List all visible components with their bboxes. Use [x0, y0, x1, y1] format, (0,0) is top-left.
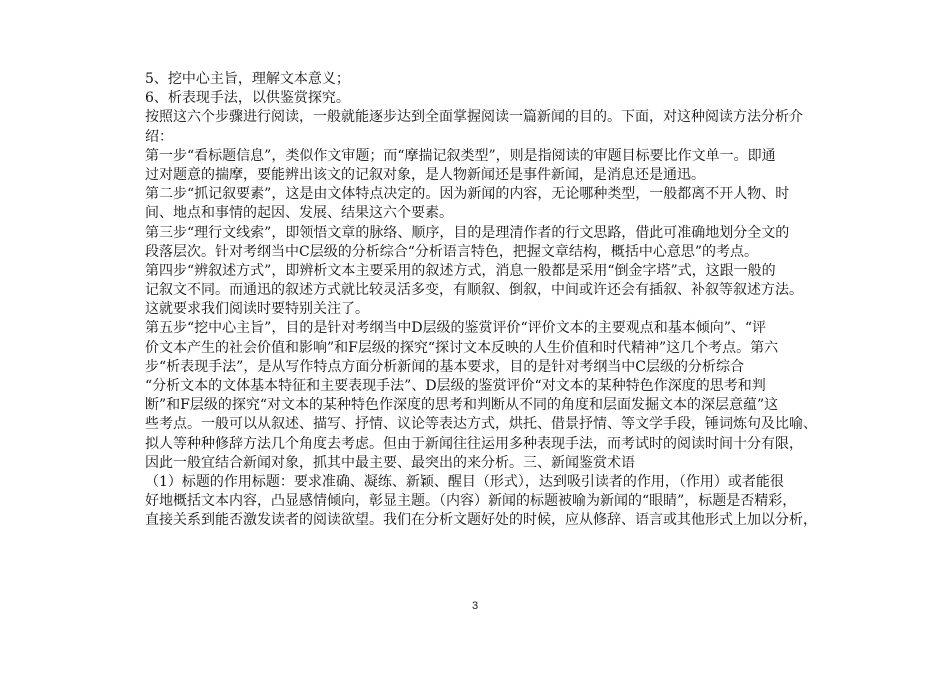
page-number: 3 [471, 600, 479, 612]
text-line: 拟人等种种修辞方法几个角度去考虑。但由于新闻往往运用多种表现手法，而考试时的阅读时间十分有限， [145, 435, 803, 452]
text-line: 这就要求我们阅读时要特别关注了。 [145, 301, 369, 318]
text-line: 因此一般宜结合新闻对象，抓其中最主要、最突出的来分析。三、新闻鉴赏术语 [145, 454, 635, 471]
text-line: 第五步“挖中心主旨”，目的是针对考纲当中D层级的鉴赏评价“评价文本的主要观点和基本倾向”、“评 [145, 320, 767, 337]
body-text [145, 70, 893, 531]
text-line: 过对题意的揣摩，要能辨出该文的记叙对象，是人物新闻还是事件新闻，是消息还是通迅。 [145, 166, 705, 183]
text-line: 价文本产生的社会价值和影响”和F层级的探究“探讨文本反映的人生价值和时代精神”这几个考点。第六 [145, 339, 779, 356]
text-line: 按照这六个步骤进行阅读，一般就能逐步达到全面掌握阅读一篇新闻的目的。下面，对这种阅读方法分析介 [145, 109, 803, 126]
text-line: “分析文本的文体基本特征和主要表现手法”、D层级的鉴赏评价“对文本的某种特色作深度的思考和判 [145, 378, 766, 394]
text-line: 第四步“辨叙述方式”，即辨析文本主要采用的叙述方式，消息一般都是采用“倒金字塔”式，这跟一般的 [145, 262, 776, 279]
text-line: 第三步“理行文线索”，即领悟文章的脉络、顺序，目的是理清作者的行文思路，借此可准确地划分全文的 [145, 224, 790, 241]
text-line: 记叙文不同。而通迅的叙述方式就比较灵活多变，有顺叙、倒叙，中间或许还会有插叙、补叙等叙述方法。 [145, 282, 803, 299]
text-line: 段落层次。针对考纲当中C层级的分析综合“分析语言特色，把握文章结构，概括中心意思”的考点。 [145, 243, 759, 260]
text-line: 步“析表现手法”，是从写作特点方面分析新闻的基本要求，目的是针对考纲当中C层级的分析综合 [145, 358, 745, 375]
text-line: 绍： [145, 128, 173, 145]
text-line: 直接关系到能否激发读者的阅读欲望。我们在分析文题好处的时候，应从修辞、语言或其他形式上加以分析， [145, 512, 817, 529]
text-line: 第一步“看标题信息”，类似作文审题；而“摩揣记叙类型”，则是指阅读的审题目标要比作文单一。即通 [145, 147, 776, 164]
text-line: 好地概括文本内容，凸显感情倾向，彰显主题。（内容）新闻的标题被喻为新闻的“眼睛”，标题是否精彩， [145, 493, 797, 510]
text-line: 6、析表现手法，以供鉴赏探究。 [145, 90, 350, 107]
text-line: 些考点。一般可以从叙述、描写、抒情、议论等表达方式，烘托、借景抒情、等文学手段，锤词炼句及比喻、 [145, 416, 817, 433]
text-line: 间、地点和事情的起因、发展、结果这六个要素。 [145, 205, 453, 222]
text-line: 第二步“抓记叙要素”，这是由文体特点决定的。因为新闻的内容，无论哪种类型，一般都离不开人物、时 [145, 186, 790, 203]
text-line: 断”和F层级的探究“对文本的某种特色作深度的思考和判断从不同的角度和层面发掘文本的深层意蕴”这 [145, 397, 779, 414]
text-line: 5、挖中心主旨，理解文本意义； [145, 71, 350, 87]
text-line: （1）标题的作用标题：要求准确、凝练、新颖、醒目（形式），达到吸引读者的作用，（作用）或者能很 [145, 473, 784, 490]
